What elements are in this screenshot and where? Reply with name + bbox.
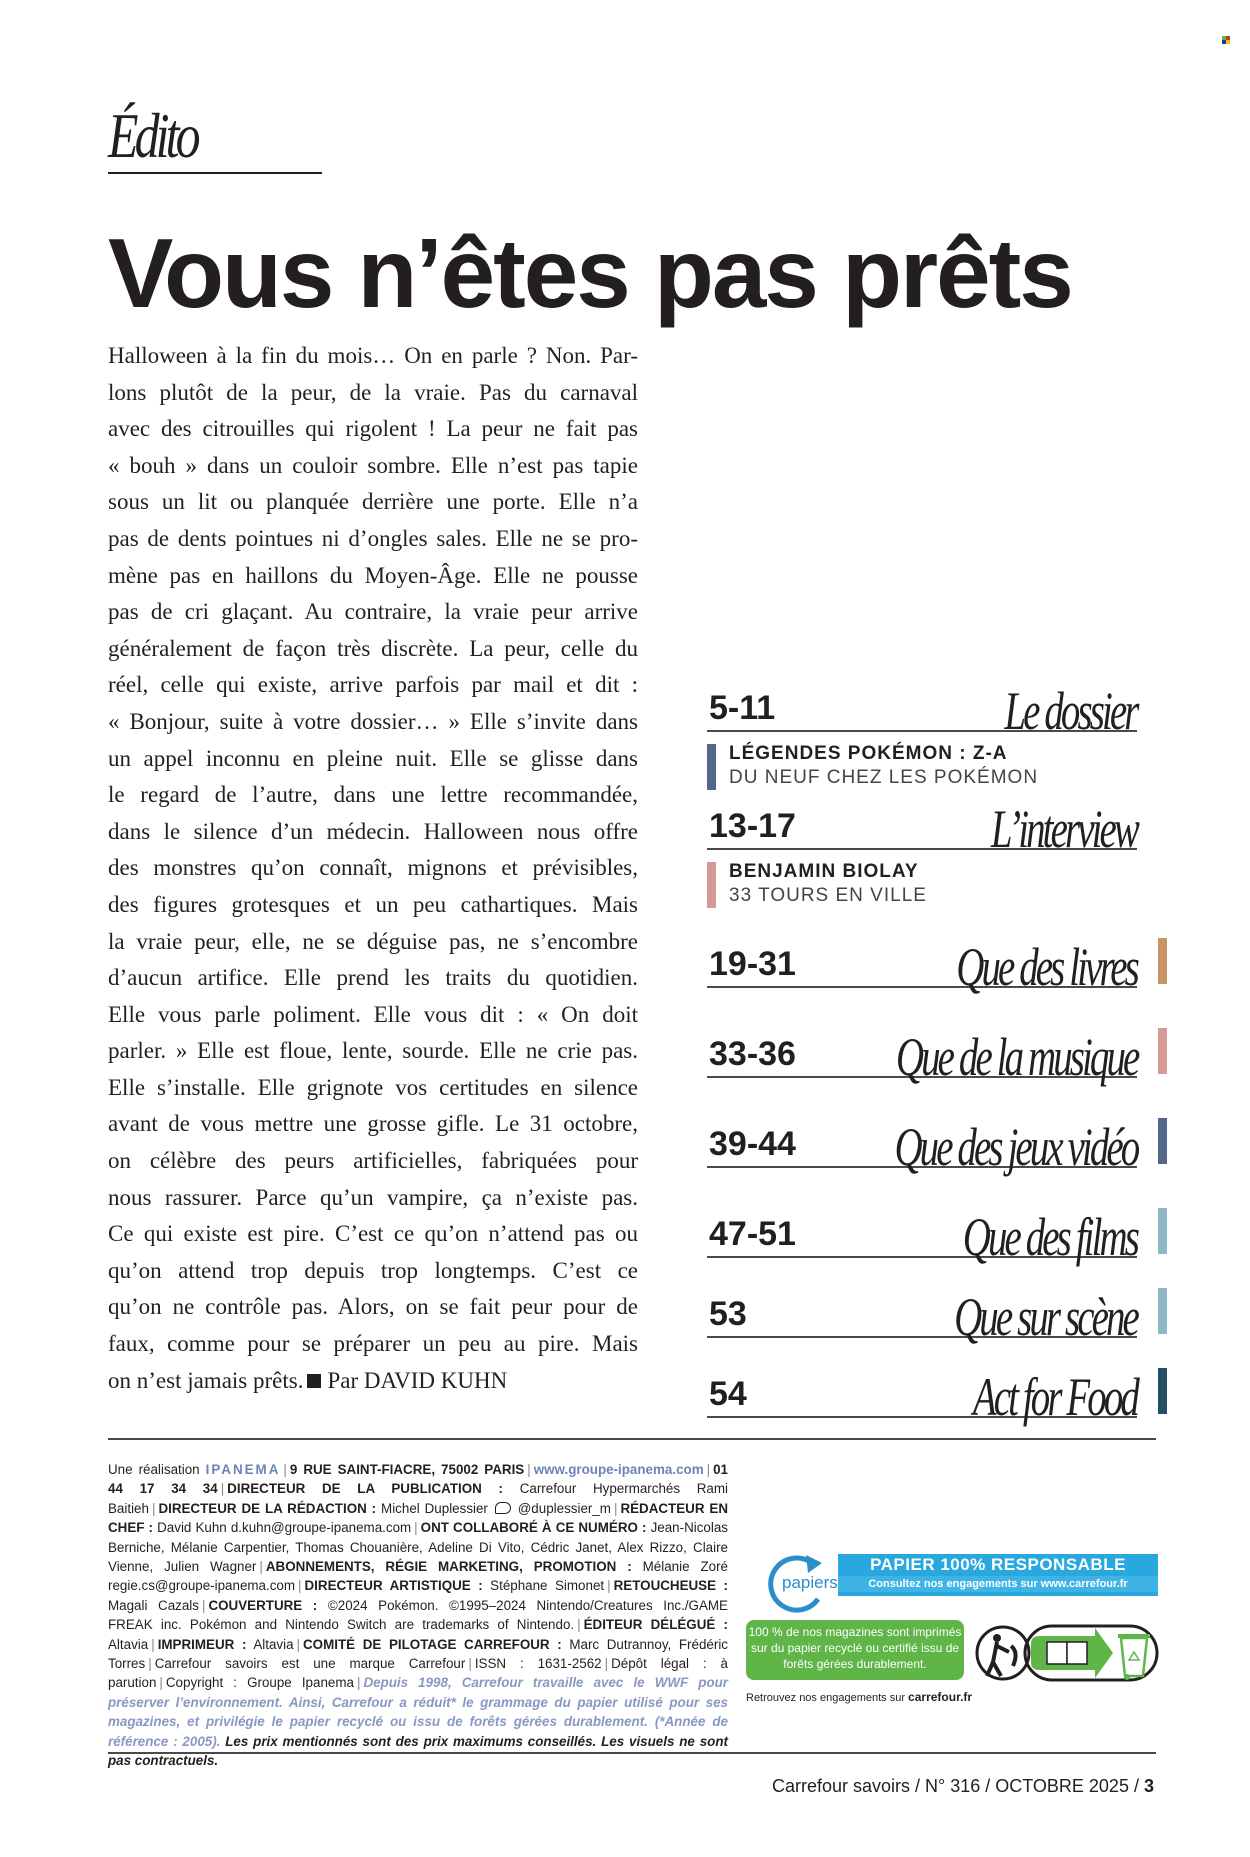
toc-section-title: Que des jeux vidéo bbox=[894, 1117, 1137, 1177]
body-line: avant de vous mettre une grosse gifle. Le 31 octobre, bbox=[108, 1111, 638, 1137]
divider-bottom bbox=[108, 1752, 1156, 1754]
website-link[interactable]: www.groupe-ipanema.com bbox=[533, 1462, 704, 1477]
toc-section-title: Que des films bbox=[962, 1207, 1137, 1267]
body-line: un appel inconnu en pleine nuit. Elle se glisse dans bbox=[108, 745, 638, 771]
credit-value: Carrefour Hypermarchés Rami Baitieh bbox=[108, 1481, 728, 1516]
toc-subitem-interview[interactable] bbox=[707, 860, 1137, 910]
page-number: 3 bbox=[1143, 1776, 1154, 1796]
credit-label: RÉDACTEUR EN CHEF : bbox=[108, 1500, 728, 1536]
body-line: sous un lit ou planquée derrière une porte. Elle n’a bbox=[108, 489, 638, 515]
masthead-credits: Une réalisation IPANEMA | 9 RUE SAINT-FIACRE, 75002 PARIS | www.groupe-ipanema.com | 01 44 17 34 34 | DIRECTEUR DE LA PUBLICATION : Carrefour Hypermarchés Rami Baitieh | DIRECTEUR DE LA RÉDACTION : Michel Duplessier @duplessier_m | RÉDACTEUR EN CHEF : David Kuhn d.kuhn@groupe-ipanema.com | ONT COLLABORÉ À CE NUMÉRO : Jean-Nicolas Berniche, Mélanie Carpentier, Thomas Chouanière, Adeline Di Vito, Cédric Janet, Alex Rizzo, Claire Vienne, Julien Wagner | ABONNEMENTS, RÉGIE MARKETING, PROMOTION : Mélanie Zoré regie.cs@groupe-ipanema.com | DIRECTEUR ARTISTIQUE : Stéphane Simonet | RETOUCHEUSE : Magali Cazals | COUVERTURE : ©2024 Pokémon. ©1995–2024 Nintendo/Creatures Inc./GAME FREAK inc. Pokémon and Nintendo Switch are trademarks of Nintendo. | ÉDITEUR DÉLÉGUÉ : Altavia | IMPRIMEUR : Altavia | COMITÉ DE PILOTAGE CARREFOUR : Marc Dutrannoy, Frédéric Torres | Carrefour savoirs est une marque Carrefour | ISSN : 1631-2562 | Dépôt légal : à parution | Copyright : Groupe Ipanema | Depuis 1998, Carrefour travaille avec le WWF pour préserver l’environnement. Ainsi, Carrefour a réduit* le grammage du papier utilisé pour ses magazines, et privilégie le papier recyclé ou issu de forêts gérées durablement. (*Année de référence : 2005). Les prix mentionnés sont des prix maximums conseillés. Les visuels ne sont pas contractuels. bbox=[108, 1462, 728, 1769]
triman-recycling-icon bbox=[975, 1622, 1160, 1684]
body-line: Ce qui existe est pire. C’est ce qu’on n’attend pas ou bbox=[108, 1221, 638, 1247]
banner-subtitle: Consultez nos engagements sur www.carrefour.fr bbox=[838, 1576, 1158, 1592]
credit-label: COUVERTURE : bbox=[208, 1597, 318, 1613]
body-line: mène pas en haillons du Moyen-Âge. Elle ne pousse bbox=[108, 562, 638, 588]
body-line: des monstres qu’on connaît, mignons et prévisibles, bbox=[108, 855, 638, 881]
body-line-last bbox=[108, 1363, 638, 1400]
toc-section-title: Le dossier bbox=[1004, 681, 1137, 741]
section-label-block bbox=[108, 100, 322, 174]
credit-value: Marc Dutrannoy, Frédéric Torres bbox=[108, 1636, 728, 1672]
toc-section-title: Que de la musique bbox=[895, 1027, 1137, 1087]
page-footer bbox=[772, 1776, 1154, 1797]
color-bar bbox=[707, 744, 716, 790]
engagements-note bbox=[746, 1690, 972, 1704]
color-bar bbox=[1158, 1368, 1167, 1414]
credit-value: Mélanie Zoré regie.cs@groupe-ipanema.com bbox=[108, 1559, 728, 1594]
credit-label: RETOUCHEUSE : bbox=[613, 1578, 728, 1594]
body-line: pas de cri glaçant. Au contraire, la vraie peur arrive bbox=[108, 599, 638, 625]
carrefour-link[interactable]: carrefour.fr bbox=[908, 1690, 973, 1704]
toc-section-title: Que des livres bbox=[956, 937, 1137, 997]
person-icon bbox=[993, 1634, 1001, 1642]
credit-value: Altavia bbox=[108, 1636, 149, 1652]
recycling-bin-icon bbox=[1121, 1638, 1147, 1676]
body-line: réel, celle qui existe, arrive parfois par mail et dit : bbox=[108, 672, 638, 698]
papiers-logo-text: papiers bbox=[782, 1573, 838, 1592]
toc-row-jeux-video[interactable] bbox=[707, 1117, 1137, 1177]
body-line: parler. » Elle est floue, lente, sourde. Elle ne crie pas. bbox=[108, 1038, 638, 1064]
toc-row-scene[interactable] bbox=[707, 1287, 1137, 1347]
body-line: « Bonjour, suite à votre dossier… » Elle s’invite dans bbox=[108, 708, 638, 734]
body-line: on célèbre des peurs artificielles, fabriquées pour bbox=[108, 1148, 638, 1174]
credit-intro: Une réalisation bbox=[108, 1462, 200, 1477]
toc-row-dossier[interactable] bbox=[707, 681, 1137, 741]
logo-square-yellow bbox=[1226, 40, 1230, 44]
corner-color-logo bbox=[1222, 36, 1230, 44]
body-line: qu’on attend trop depuis trop longtemps. C’est ce bbox=[108, 1257, 638, 1283]
toc-row-films[interactable] bbox=[707, 1207, 1137, 1267]
credit-value: Stéphane Simonet bbox=[490, 1578, 605, 1594]
toc-subitem-dossier[interactable] bbox=[707, 742, 1137, 792]
table-of-contents bbox=[707, 681, 1137, 1427]
toc-pages: 19-31 bbox=[709, 945, 796, 983]
credit-value: ©2024 Pokémon. ©1995–2024 Nintendo/Creatures Inc./GAME FREAK inc. Pokémon and Nintendo Switch are trademarks of Nintendo. bbox=[108, 1597, 728, 1633]
byline: Par DAVID KUHN bbox=[327, 1367, 508, 1393]
body-line: pas de dents pointues ni d’ongles sales. Elle ne se pro- bbox=[108, 525, 638, 551]
issn: ISSN : 1631-2562 bbox=[474, 1656, 602, 1672]
price-disclaimer: Les prix mentionnés sont des prix maximums conseillés. Les visuels ne sont pas contractuels. bbox=[108, 1733, 728, 1769]
legal-deposit: Dépôt légal : à parution bbox=[108, 1656, 728, 1691]
toc-pages: 33-36 bbox=[709, 1035, 796, 1073]
body-line: qu’on ne contrôle pas. Alors, on se fait peur pour de bbox=[108, 1294, 638, 1320]
color-bar bbox=[1158, 1288, 1167, 1334]
body-line: « bouh » dans un couloir sombre. Elle n’est pas tapie bbox=[108, 452, 638, 478]
body-line: des figures grotesques et un peu cathartiques. Mais bbox=[108, 891, 638, 917]
engagements-text: Retrouvez nos engagements sur bbox=[746, 1692, 905, 1704]
credit-label: DIRECTEUR DE LA RÉDACTION : bbox=[158, 1500, 377, 1516]
wwf-note: Depuis 1998, Carrefour travaille avec le WWF pour préserver l’environnement. Ainsi, Carrefour a réduit* le grammage du papier utilisé pour ses magazines, et privilégie le papier recyclé ou issu de forêts gérées durablement. (*Année de référence : 2005). bbox=[108, 1675, 728, 1749]
toc-section-title: L’interview bbox=[990, 799, 1137, 859]
credit-value: Magali Cazals bbox=[108, 1597, 199, 1613]
body-line: faux, comme pour se préparer un peu au pire. Mais bbox=[108, 1331, 638, 1357]
toc-row-livres[interactable] bbox=[707, 937, 1137, 997]
twitter-handle[interactable]: @duplessier_m bbox=[517, 1500, 611, 1516]
papier-responsable-banner bbox=[838, 1554, 1158, 1596]
body-line: avec des citrouilles qui rigolent ! La peur ne fait pas bbox=[108, 416, 638, 442]
toc-pages: 47-51 bbox=[709, 1215, 796, 1253]
color-bar bbox=[1158, 1028, 1167, 1074]
toc-row-interview[interactable] bbox=[707, 799, 1137, 859]
toc-sub-title: BENJAMIN BIOLAY bbox=[729, 861, 919, 882]
banner-title: PAPIER 100% RESPONSABLE bbox=[870, 1555, 1126, 1574]
toc-sub-desc: 33 TOURS EN VILLE bbox=[729, 885, 927, 906]
editorial-body bbox=[108, 338, 638, 1399]
ipanema-logo-text: IPANEMA bbox=[205, 1462, 281, 1477]
color-bar bbox=[1158, 1208, 1167, 1254]
phone: 01 44 17 34 34 bbox=[108, 1462, 728, 1497]
body-line: nous rassurer. Parce qu’un vampire, ça n’existe pas. bbox=[108, 1184, 638, 1210]
body-line: généralement de façon très discrète. La peur, celle du bbox=[108, 635, 638, 661]
toc-pages: 39-44 bbox=[709, 1125, 796, 1163]
toc-row-musique[interactable] bbox=[707, 1027, 1137, 1087]
credit-value: Michel Duplessier bbox=[381, 1500, 488, 1516]
toc-section-title: Act for Food bbox=[972, 1367, 1137, 1427]
book-icon bbox=[1047, 1642, 1067, 1664]
twitter-bird-icon bbox=[495, 1502, 511, 1514]
credit-value: Jean-Nicolas Berniche, Mélanie Carpentier, Thomas Chouanière, Adeline Di Vito, Cédric Janet, Alex Rizzo, Claire Vienne, Julien Wagner bbox=[108, 1520, 728, 1575]
toc-pages: 54 bbox=[709, 1375, 747, 1413]
credit-label: DIRECTEUR ARTISTIQUE : bbox=[304, 1578, 483, 1594]
copyright: Copyright : Groupe Ipanema bbox=[165, 1675, 354, 1691]
body-line: Elle vous parle poliment. Elle vous dit : « On doit bbox=[108, 1001, 638, 1027]
closing-sentence: on n’est jamais prêts. bbox=[108, 1367, 304, 1393]
toc-row-act-for-food[interactable] bbox=[707, 1367, 1137, 1427]
credit-label: ONT COLLABORÉ À CE NUMÉRO : bbox=[420, 1520, 647, 1536]
color-bar bbox=[707, 862, 716, 908]
toc-sub-desc: DU NEUF CHEZ LES POKÉMON bbox=[729, 767, 1039, 788]
divider-top bbox=[108, 1438, 1156, 1440]
recycled-paper-note: 100 % de nos magazines sont imprimés sur du papier recyclé ou certifié issu de forêts gérées durablement. bbox=[746, 1620, 964, 1680]
body-line: dans le silence d’un médecin. Halloween nous offre bbox=[108, 818, 638, 844]
color-bar bbox=[1158, 1118, 1167, 1164]
credit-label: COMITÉ DE PILOTAGE CARREFOUR : bbox=[303, 1636, 562, 1652]
credit-label: ÉDITEUR DÉLÉGUÉ : bbox=[583, 1617, 728, 1633]
body-line: Halloween à la fin du mois… On en parle ? Non. Par- bbox=[108, 343, 638, 368]
toc-pages: 5-11 bbox=[709, 689, 776, 727]
credit-value: David Kuhn d.kuhn@groupe-ipanema.com bbox=[157, 1520, 412, 1536]
end-mark-square-icon bbox=[307, 1374, 321, 1388]
credit-label: IMPRIMEUR : bbox=[157, 1636, 247, 1652]
body-line: le regard de l’autre, dans une lettre recommandée, bbox=[108, 782, 638, 808]
body-line: d’aucun artifice. Elle prend les traits du quotidien. bbox=[108, 965, 638, 991]
toc-section-title: Que sur scène bbox=[954, 1287, 1137, 1347]
address: 9 RUE SAINT-FIACRE, 75002 PARIS bbox=[289, 1462, 525, 1477]
toc-pages: 13-17 bbox=[709, 807, 796, 845]
body-line: la vraie peur, elle, ne se déguise pas, ne s’encombre bbox=[108, 928, 638, 954]
brand-note: Carrefour savoirs est une marque Carrefour bbox=[154, 1656, 466, 1672]
credit-label: DIRECTEUR DE LA PUBLICATION : bbox=[227, 1481, 504, 1497]
body-line: Elle s’installe. Elle grignote vos certitudes en silence bbox=[108, 1074, 638, 1100]
credit-value: Altavia bbox=[253, 1636, 294, 1652]
credit-label: ABONNEMENTS, RÉGIE MARKETING, PROMOTION : bbox=[265, 1559, 632, 1575]
toc-sub-title: LÉGENDES POKÉMON : Z-A bbox=[729, 743, 1008, 764]
color-bar bbox=[1158, 938, 1167, 984]
section-label: Édito bbox=[108, 100, 197, 171]
toc-pages: 53 bbox=[709, 1295, 747, 1333]
body-line: lons plutôt de la peur, de la vraie. Pas du carnaval bbox=[108, 379, 638, 405]
page-title: Vous n’êtes pas prêts bbox=[108, 218, 1072, 328]
publication-info: Carrefour savoirs / N° 316 / OCTOBRE 2025 / bbox=[771, 1776, 1139, 1796]
